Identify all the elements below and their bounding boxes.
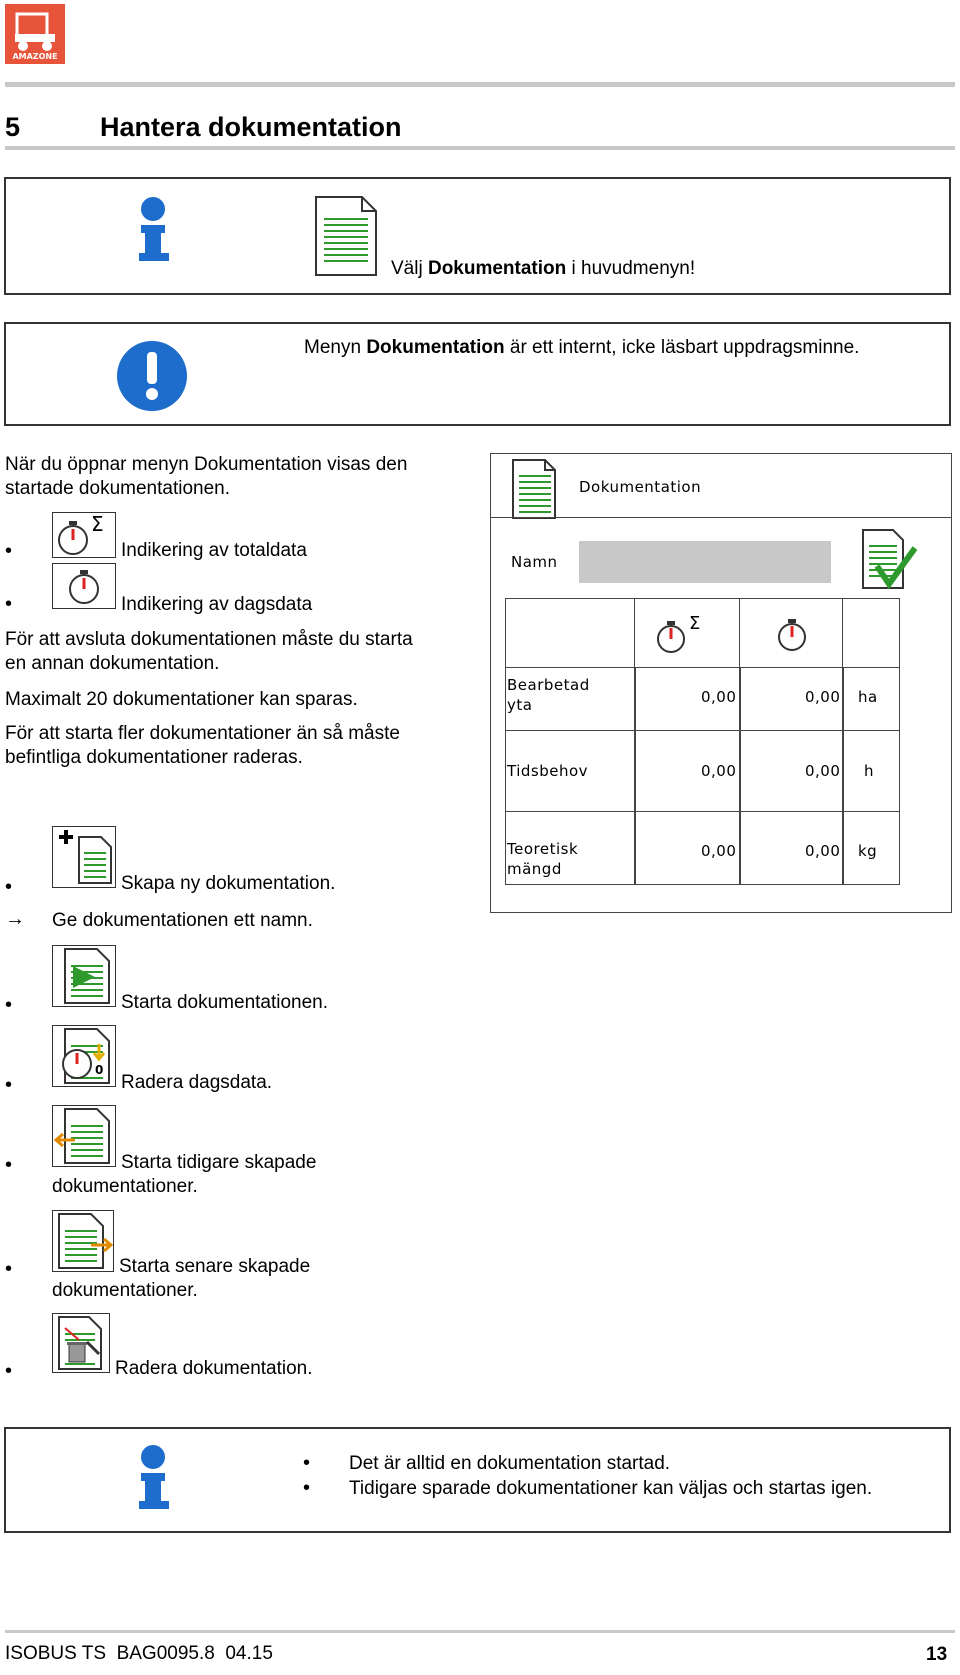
info-box-notes [4,1427,951,1533]
row-label-line-1: Teoretisk [507,840,579,858]
info-icon [133,195,173,265]
bullet-dot: • [5,1360,13,1382]
action-delete-doc-label: Radera dokumentation. [115,1358,313,1379]
table-header-unit-cell [842,598,900,668]
row-label-line-2: mängd [507,860,562,878]
row-label-line-2: yta [507,696,533,714]
row-unit: h [864,762,875,780]
paragraph-delete-line-1: För att starta fler dokumentationer än så måste [5,723,400,744]
screen-title: Dokumentation [579,478,702,496]
row-unit: ha [858,688,878,706]
svg-text:Σ: Σ [689,613,701,634]
indicator-day-label: Indikering av dagsdata [121,594,313,615]
row-label-line-1: Tidsbehov [507,762,589,780]
bullet-dot: • [5,593,13,615]
action-start-label: Starta dokumentationen. [121,992,329,1013]
bullet-dot: • [303,1477,311,1499]
row-divider [842,667,844,731]
amazone-logo [5,4,65,64]
row-unit: kg [858,842,878,860]
stopwatch-icon[interactable] [52,563,116,609]
next-document-icon[interactable] [52,1210,114,1272]
terminal-screen [490,453,952,913]
new-document-icon[interactable] [52,826,116,888]
bullet-dot: • [5,540,13,562]
svg-text:0: 0 [95,1063,104,1077]
name-label: Namn [511,553,558,571]
row-total-value: 0,00 [701,688,737,706]
action-next-label-line-1: Starta senare skapade [119,1256,311,1277]
action-prev-label-line-1: Starta tidigare skapade [121,1152,317,1173]
indicator-total-label: Indikering av totaldata [121,540,307,561]
header-rule [5,82,955,87]
note-item: Det är alltid en dokumentation startad. [349,1453,671,1474]
paragraph-end-line-2: en annan dokumentation. [5,653,220,674]
row-total-value: 0,00 [701,762,737,780]
delete-document-icon[interactable] [52,1313,110,1373]
start-document-icon[interactable] [52,945,116,1007]
footer-rule [5,1630,955,1633]
action-create-label: Skapa ny dokumentation. [121,873,336,894]
info-icon [133,1443,173,1513]
table-header-total-cell [634,598,740,668]
instruction-text: Välj Dokumentation i huvudmenyn! [391,258,696,279]
name-field[interactable] [579,541,831,583]
paragraph-end-line-1: För att avsluta dokumentationen måste du starta [5,629,413,650]
section-rule [5,146,955,150]
svg-text:AMAZONE: AMAZONE [12,52,58,61]
bullet-dot: • [5,994,13,1016]
bullet-dot: • [5,1074,13,1096]
action-name-label: Ge dokumentationen ett namn. [52,910,313,931]
bullet-dot: • [5,1258,13,1280]
row-day-value: 0,00 [805,842,841,860]
warning-text: Menyn Dokumentation är ett internt, icke läsbart uppdragsminne. [304,337,860,358]
table-header-label-cell [505,598,635,668]
row-day-value: 0,00 [805,688,841,706]
row-divider [634,730,636,812]
row-divider [634,811,636,885]
row-divider [739,730,741,812]
row-divider [842,730,844,812]
row-day-value: 0,00 [805,762,841,780]
row-label-line-1: Bearbetad [507,676,590,694]
action-prev-label-line-2: dokumentationer. [52,1176,198,1197]
previous-document-icon[interactable] [52,1105,116,1167]
arrow-icon: → [5,908,25,930]
page-number: 13 [926,1644,948,1665]
paragraph-max: Maximalt 20 dokumentationer kan sparas. [5,689,358,710]
svg-text:Σ: Σ [91,513,104,536]
intro-line-2: startade dokumentationen. [5,478,230,499]
bullet-dot: • [303,1452,311,1474]
info-box-menu [4,177,951,295]
section-number: 5 [5,112,21,142]
action-next-label-line-2: dokumentationer. [52,1280,198,1301]
row-divider [634,667,636,731]
intro-line-1: När du öppnar menyn Dokumentation visas den [5,454,408,475]
doc-check-icon[interactable] [861,528,917,594]
footer-doc-id: ISOBUS TS BAG0095.8 04.15 [5,1643,273,1664]
paragraph-delete-line-2: befintliga dokumentationer raderas. [5,747,303,768]
row-divider [739,667,741,731]
stopwatch-icon [740,599,842,667]
table-header-day-cell [739,598,843,668]
warning-box [4,322,951,426]
row-divider [739,811,741,885]
stopwatch-sum-icon [635,599,739,667]
stopwatch-sum-icon[interactable] [52,512,116,558]
exclamation-icon [116,340,188,412]
bullet-dot: • [5,1154,13,1176]
documentation-icon [511,458,557,520]
section-title: Hantera dokumentation [100,112,402,142]
note-item: Tidigare sparade dokumentationer kan väljas och startas igen. [349,1478,873,1499]
row-total-value: 0,00 [701,842,737,860]
screen-title-rule [491,517,951,518]
row-divider [842,811,844,885]
delete-day-data-icon[interactable] [52,1025,116,1087]
documentation-icon [314,195,378,277]
action-delete-day-label: Radera dagsdata. [121,1072,273,1093]
logo-mark-icon [5,4,65,64]
bullet-dot: • [5,876,13,898]
